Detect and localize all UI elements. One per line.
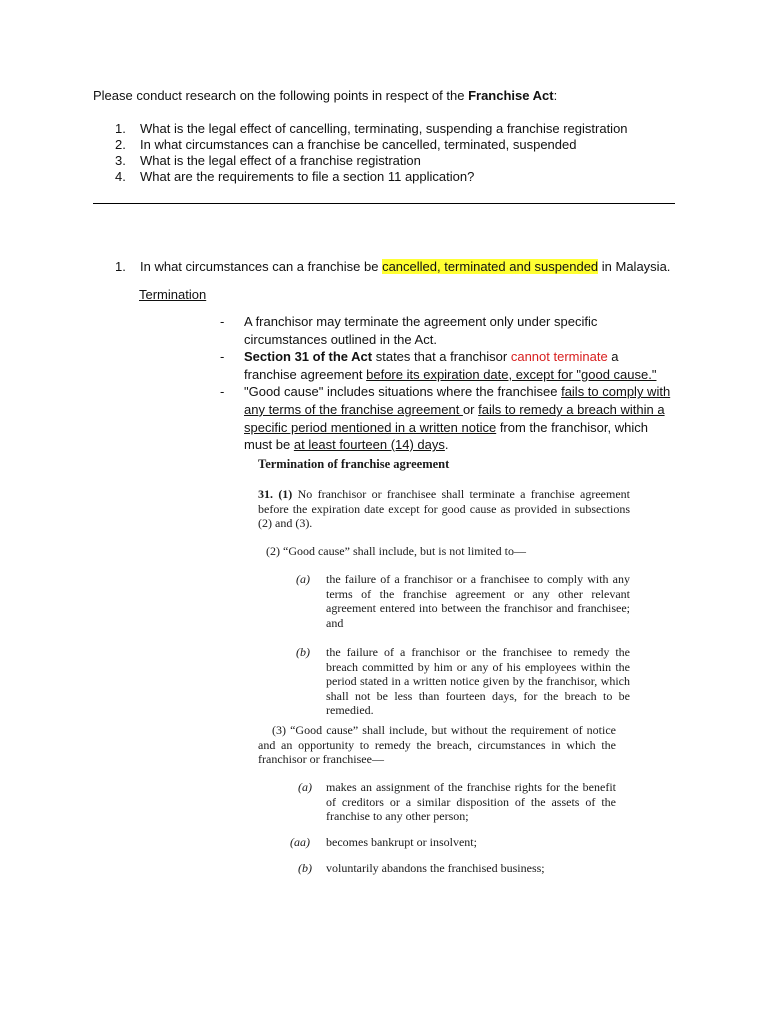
text-run: from the franchisor, which must be [244, 419, 648, 453]
bullet-text [244, 383, 674, 453]
section-number: 1. [115, 259, 126, 274]
question-text: What is the legal effect of a franchise registration [140, 153, 421, 168]
question-text: What are the requirements to file a section 11 application? [140, 169, 475, 184]
section-31-ref: Section 31 of the Act [244, 349, 373, 365]
question-item [115, 169, 628, 185]
clause-label: (b) [298, 861, 312, 875]
termination-subheading: Termination [139, 287, 207, 302]
intro-text: Please conduct research on the following points in respect of the [93, 88, 469, 103]
intro-act-name: Franchise Act [468, 88, 554, 103]
excerpt-s31-1 [258, 487, 630, 531]
underlined-text: at least fourteen (14) days [293, 437, 445, 453]
question-number: 1. [115, 121, 126, 136]
bullet-dash: - [220, 349, 225, 365]
bullet-list [220, 313, 680, 454]
clause-label: (a) [298, 780, 312, 794]
excerpt-s31-2: (2) “Good cause” shall include, but is not limited to— [266, 544, 526, 558]
question-item [115, 137, 628, 153]
text-run: states that a franchisor [372, 349, 511, 365]
bullet-item [220, 383, 680, 453]
excerpt-clause-3b: voluntarily abandons the franchised business; [326, 861, 545, 875]
underlined-text: fails to remedy a breach within a specific period mentioned in a written notice [244, 401, 665, 435]
question-list [115, 121, 628, 185]
intro-line [93, 88, 557, 104]
bullet-item [220, 313, 680, 348]
excerpt-clause-3a: makes an assignment of the franchise rights for the benefit of creditors or a similar disposition of the assets of the franchise to any other person; [326, 780, 616, 824]
horizontal-divider [93, 203, 675, 204]
excerpt-clause-2a: the failure of a franchisor or a franchisee to comply with any terms of the franchise agreement or any other relevant agreement entered into between the franchisor and franchisee; and [326, 572, 630, 630]
red-emphasis: cannot terminate [510, 349, 608, 365]
question-number: 4. [115, 169, 126, 184]
intro-tail: : [553, 88, 558, 103]
excerpt-title: Termination of franchise agreement [258, 457, 450, 471]
clause-label: (b) [296, 645, 310, 659]
section-title-pre: In what circumstances can a franchise be [140, 259, 383, 274]
question-item [115, 121, 628, 137]
section-number: 31. (1) [258, 487, 293, 501]
question-item [115, 153, 628, 169]
text-run: . [444, 437, 449, 453]
bullet-text: A franchisor may terminate the agreement only under specific circumstances outlined in the Act. [244, 314, 598, 347]
bullet-dash: - [220, 314, 225, 329]
text-run: a franchise agreement [244, 349, 619, 382]
bullet-dash: - [220, 384, 225, 400]
excerpt-text: No franchisor or franchisee shall terminate a franchise agreement before the expiration date except for good cause as provided in subsections (2) and (3). [258, 487, 630, 531]
excerpt-clause-2b: the failure of a franchisor or the franchisee to remedy the breach committed by him or any of his employees within the period stated in a written notice given by the franchisor, which shall not be less than fourteen days, for the breach to be remedied. [326, 645, 630, 718]
question-text: In what circumstances can a franchise be cancelled, terminated, suspended [140, 137, 577, 152]
text-run: or [462, 401, 479, 417]
excerpt-s31-3: (3) “Good cause” shall include, but without the requirement of notice and an opportunity to remedy the breach, circumstances in which the franchisor or franchisee— [258, 723, 616, 767]
clause-label: (a) [296, 572, 310, 586]
section-title [140, 259, 670, 275]
bullet-item [220, 348, 680, 383]
bullet-text [244, 348, 674, 383]
section-title-post: in Malaysia. [598, 259, 671, 274]
question-text: What is the legal effect of cancelling, terminating, suspending a franchise registration [140, 121, 628, 136]
underlined-text: before its expiration date, except for "good cause." [366, 366, 657, 382]
highlighted-text: cancelled, terminated and suspended [382, 259, 599, 274]
underlined-text: fails to comply with any terms of the franchise agreement [244, 384, 671, 417]
question-number: 2. [115, 137, 126, 152]
section-heading [115, 259, 670, 275]
text-run: "Good cause" includes situations where the franchisee [244, 384, 562, 400]
excerpt-clause-3aa: becomes bankrupt or insolvent; [326, 835, 477, 849]
question-number: 3. [115, 153, 126, 168]
clause-label: (aa) [290, 835, 310, 849]
